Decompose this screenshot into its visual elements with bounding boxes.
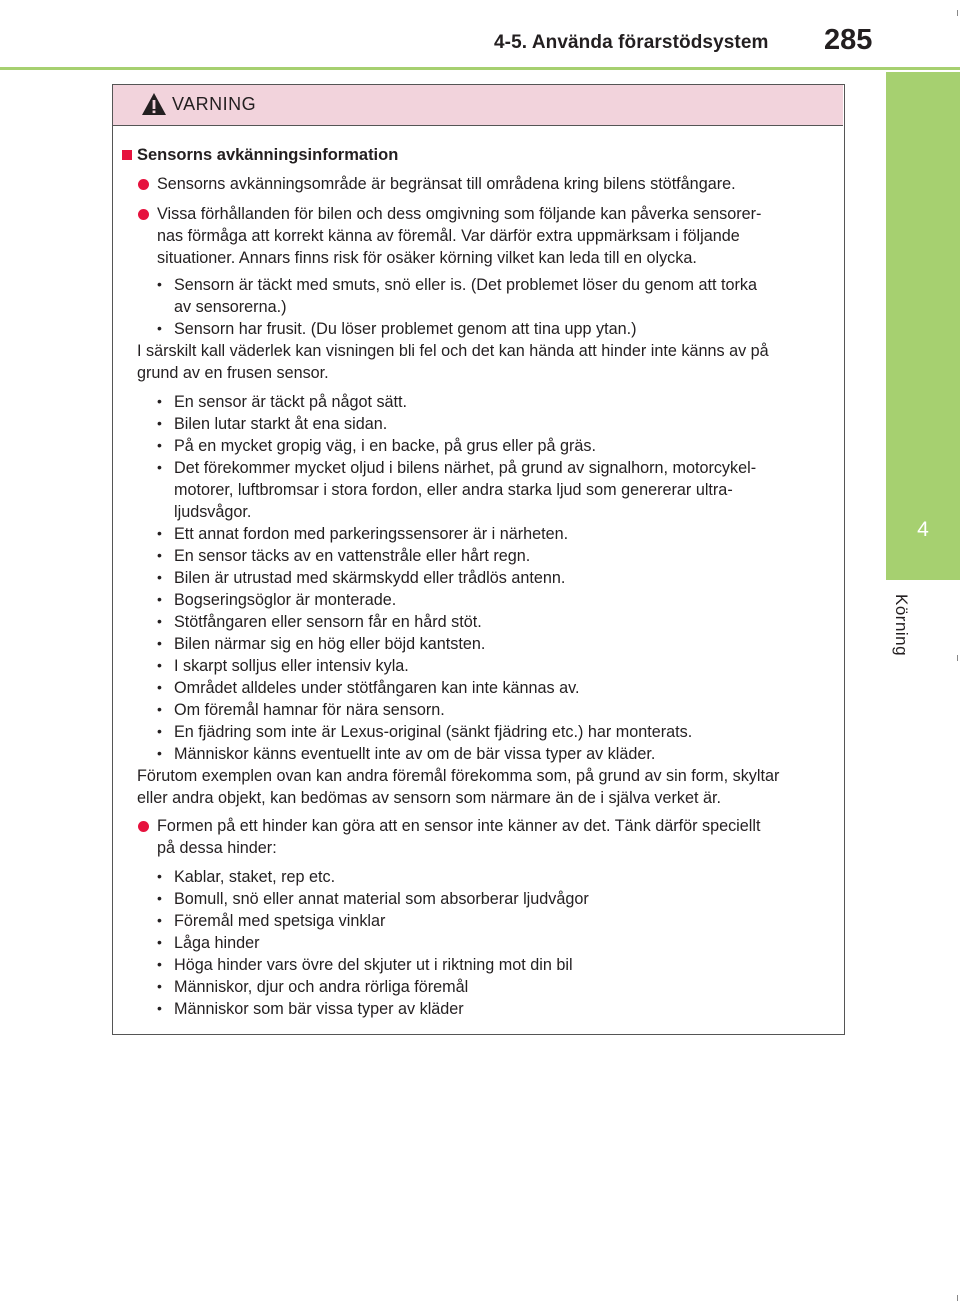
bullet-marker: •: [157, 569, 162, 585]
sub-item: Sensorn är täckt med smuts, snö eller is. (Det problemet löser du genom att torka: [174, 276, 758, 294]
warning-triangle-icon: [141, 92, 167, 116]
paragraph-line: I särskilt kall väderlek kan visningen bli fel och det kan hända att hinder inte känns av på: [137, 342, 769, 360]
bullet-marker: •: [157, 459, 162, 475]
bullet-marker: •: [157, 320, 162, 336]
paragraph-line: grund av en frusen sensor.: [137, 364, 329, 382]
bullet-marker: •: [157, 723, 162, 739]
chapter-label: Körning: [892, 594, 911, 657]
sub-item: Människor känns eventuellt inte av om de bär vissa typer av kläder.: [174, 745, 656, 763]
chapter-number: 4: [917, 518, 929, 541]
paragraph-line: eller andra objekt, kan bedömas av sensorn som närmare än de i själva verket är.: [137, 789, 721, 807]
bullet-marker: •: [157, 437, 162, 453]
bullet-marker: •: [157, 1000, 162, 1016]
crop-mark: [957, 655, 958, 661]
bullet-marker: •: [157, 890, 162, 906]
list-item: Formen på ett hinder kan göra att en sensor inte känner av det. Tänk därför speciellt: [157, 817, 761, 835]
bullet-marker: •: [157, 415, 162, 431]
bullet-marker: •: [157, 956, 162, 972]
warning-title: VARNING: [172, 94, 257, 114]
bullet-marker: •: [157, 701, 162, 717]
sub-item: Sensorn har frusit. (Du löser problemet genom att tina upp ytan.): [174, 320, 637, 338]
sub-item: Bilen närmar sig en hög eller böjd kantsten.: [174, 635, 486, 653]
page-number: 285: [824, 24, 873, 56]
sub-item: Stötfångaren eller sensorn får en hård stöt.: [174, 613, 482, 631]
bullet-dot-icon: [138, 821, 149, 832]
bullet-marker: •: [157, 934, 162, 950]
sub-item: Bogseringsöglor är monterade.: [174, 591, 397, 609]
bullet-marker: •: [157, 613, 162, 629]
bullet-dot-icon: [138, 209, 149, 220]
sub-item: Höga hinder vars övre del skjuter ut i riktning mot din bil: [174, 956, 573, 974]
list-item-line: [157, 203, 761, 225]
sub-item: Föremål med spetsiga vinklar: [174, 912, 386, 930]
bullet-marker: •: [157, 868, 162, 884]
sub-item: Bilen är utrustad med skärmskydd eller trådlös antenn.: [174, 569, 566, 587]
text-line: Vissa förhållanden för bilen och dess omgivning som följande kan påverka sensorer-: [157, 205, 762, 223]
list-item-line: på dessa hinder:: [157, 839, 277, 857]
bullet-marker: •: [157, 657, 162, 673]
sub-item: Om föremål hamnar för nära sensorn.: [174, 701, 445, 719]
bullet-marker: •: [157, 635, 162, 651]
list-item: Sensorns avkänningsområde är begränsat till områdena kring bilens stötfångare.: [157, 175, 736, 193]
sub-item: Låga hinder: [174, 934, 260, 952]
bullet-dot-icon: [138, 179, 149, 190]
sub-item: På en mycket gropig väg, i en backe, på grus eller på gräs.: [174, 437, 597, 455]
section-heading: Sensorns avkänningsinformation: [137, 146, 399, 164]
bullet-marker: •: [157, 525, 162, 541]
sub-item: En sensor täcks av en vattenstråle eller hårt regn.: [174, 547, 531, 565]
sub-item: I skarpt solljus eller intensiv kyla.: [174, 657, 409, 675]
sub-item: Människor som bär vissa typer av kläder: [174, 1000, 464, 1018]
sub-item: Människor, djur och andra rörliga föremål: [174, 978, 469, 996]
bullet-marker: •: [157, 912, 162, 928]
header-rule: [0, 67, 960, 70]
list-item-line: nas förmåga att korrekt känna av föremål. Var därför extra uppmärksam i följande: [157, 227, 740, 245]
list-item-line: situationer. Annars finns risk för osäker körning vilket kan leda till en olycka.: [157, 249, 697, 267]
sub-item: Området alldeles under stötfångaren kan inte kännas av.: [174, 679, 580, 697]
section-title: 4-5. Använda förarstödsystem: [494, 32, 769, 53]
section-marker-icon: [122, 150, 132, 160]
sub-item: Bomull, snö eller annat material som absorberar ljudvågor: [174, 890, 589, 908]
sub-item: En sensor är täckt på något sätt.: [174, 393, 408, 411]
sub-item-line: av sensorerna.): [174, 298, 287, 316]
chapter-tab: [886, 72, 960, 580]
crop-mark: [957, 10, 958, 16]
sub-item: En fjädring som inte är Lexus-original (sänkt fjädring etc.) har monterats.: [174, 723, 693, 741]
bullet-marker: •: [157, 679, 162, 695]
sub-item: Bilen lutar starkt åt ena sidan.: [174, 415, 388, 433]
sub-item-line: ljudsvågor.: [174, 503, 252, 521]
paragraph-line: Förutom exemplen ovan kan andra föremål förekomma som, på grund av sin form, skyltar: [137, 767, 780, 785]
sub-item: Kablar, staket, rep etc.: [174, 868, 336, 886]
bullet-marker: •: [157, 978, 162, 994]
warning-header: [113, 85, 843, 126]
sub-item: Ett annat fordon med parkeringssensorer är i närheten.: [174, 525, 569, 543]
bullet-marker: •: [157, 393, 162, 409]
bullet-marker: •: [157, 745, 162, 761]
crop-mark: [957, 1295, 958, 1301]
bullet-marker: •: [157, 547, 162, 563]
sub-item-line: motorer, luftbromsar i stora fordon, eller andra starka ljud som genererar ultra-: [174, 481, 733, 499]
bullet-marker: •: [157, 276, 162, 292]
warning-box: [112, 84, 845, 1035]
bullet-marker: •: [157, 591, 162, 607]
sub-item: Det förekommer mycket oljud i bilens närhet, på grund av signalhorn, motorcykel-: [174, 459, 757, 477]
